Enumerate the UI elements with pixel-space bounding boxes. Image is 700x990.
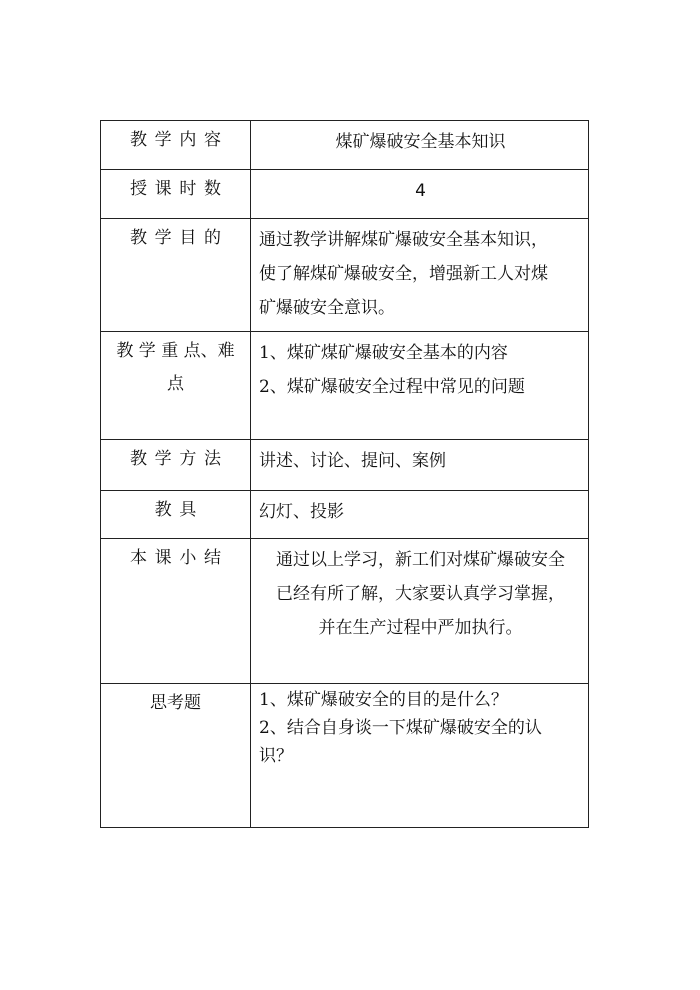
value-line: 使了解煤矿爆破安全，增强新工人对煤 [259,264,548,284]
value-line: 矿爆破安全意识。 [259,298,395,318]
value-reflection-questions [251,684,588,827]
label-teaching-content: 教学内容 [101,121,251,169]
value-teaching-content [251,121,588,169]
lesson-plan-table [100,120,589,828]
value-line: 煤矿爆破安全基本知识 [335,132,506,152]
label-lesson-summary: 本课小结 [101,539,251,683]
value-teaching-objective [251,219,588,331]
value-key-difficult-points [251,332,588,439]
label-class-hours: 授课时数 [101,170,251,218]
row-teaching-method [101,439,588,490]
label-reflection-questions: 思考题 [101,684,251,827]
row-teaching-objective [101,218,588,331]
value-line: 2、结合自身谈一下煤矿爆破安全的认 [259,718,542,738]
row-reflection-questions [101,683,588,827]
row-lesson-summary [101,538,588,683]
value-class-hours [251,170,588,218]
label-line: 点 [167,374,184,394]
value-line: 通过教学讲解煤矿爆破安全基本知识， [259,230,548,250]
label-teaching-aids: 教具 [101,491,251,538]
value-lesson-summary [251,539,588,683]
label-teaching-method: 教学方法 [101,440,251,490]
value-line: 1、煤矿爆破安全的目的是什么？ [259,690,508,710]
value-teaching-method [251,440,588,490]
row-class-hours [101,169,588,218]
row-key-difficult-points [101,331,588,439]
row-teaching-content [101,121,588,169]
value-line: 4 [415,181,426,201]
value-line: 并在生产过程中严加执行。 [318,618,523,638]
value-line: 1、煤矿煤矿爆破安全基本的内容 [259,343,508,363]
row-teaching-aids [101,490,588,538]
value-line: 已经有所了解，大家要认真学习掌握， [276,584,565,604]
value-line: 识？ [259,746,293,766]
value-line: 幻灯、投影 [259,502,344,522]
label-line: 教 学 重 点、难 [116,341,235,361]
value-line: 2、煤矿爆破安全过程中常见的问题 [259,377,525,397]
value-line: 通过以上学习，新工们对煤矿爆破安全 [276,550,565,570]
label-teaching-objective: 教学目的 [101,219,251,331]
label-key-difficult-points [101,332,251,439]
value-teaching-aids [251,491,588,538]
value-line: 讲述、讨论、提问、案例 [259,451,446,471]
